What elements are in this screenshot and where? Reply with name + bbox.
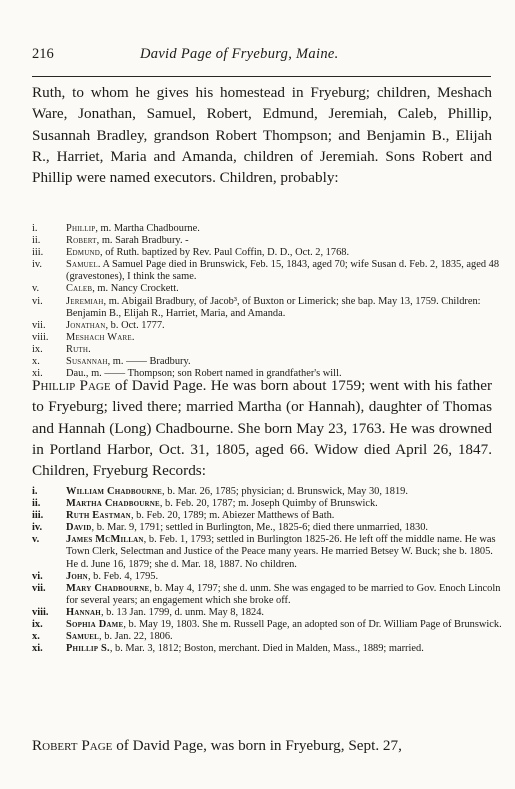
item-number: ii. bbox=[32, 235, 41, 247]
item-name: Meshach Ware bbox=[66, 331, 132, 343]
robert-lead: Robert Page bbox=[32, 737, 113, 754]
item-text: , m. Martha Chadbourne. bbox=[95, 223, 200, 234]
item-name: David bbox=[66, 522, 92, 534]
item-text: , b. Mar. 26, 1785; physician; d. Brunswick, May 30, 1819. bbox=[162, 486, 408, 497]
item-number: xi. bbox=[32, 368, 43, 380]
item-name: Martha Chadbourne bbox=[66, 498, 160, 510]
list-item bbox=[32, 296, 502, 320]
phillip-paragraph bbox=[32, 375, 492, 481]
running-title: David Page of Fryeburg, Maine. bbox=[140, 46, 339, 62]
item-number: x. bbox=[32, 631, 40, 643]
list-item bbox=[32, 344, 502, 356]
item-number: ix. bbox=[32, 343, 43, 355]
item-text: , b. 13 Jan. 1799, d. unm. May 8, 1824. bbox=[100, 606, 265, 618]
item-name: Samuel bbox=[66, 259, 98, 271]
item-text: . bbox=[88, 343, 91, 355]
robert-paragraph bbox=[32, 735, 492, 756]
item-name: Phillip S. bbox=[66, 643, 110, 655]
item-number: i. bbox=[32, 223, 38, 234]
item-text: , b. Feb. 20, 1787; m. Joseph Quimby of Brunswick. bbox=[159, 498, 378, 510]
list-item bbox=[32, 643, 502, 655]
item-text: , b. Oct. 1777. bbox=[105, 319, 165, 331]
phillip-children-list bbox=[32, 486, 502, 655]
list-item bbox=[32, 522, 502, 534]
item-number: v. bbox=[32, 534, 40, 546]
list-item bbox=[32, 486, 502, 498]
list-item bbox=[32, 223, 502, 235]
header-rule bbox=[32, 76, 491, 77]
phillip-text: of David Page. He was born about 1759; went with his father to Fryeburg; lived there; married Martha (or Hannah), daughter of Thomas and Hannah (Long) Chadbourne. She born May 23, 1763. He was drowned in Portland Harbor, Oct. 31, 1805, aged 66. Widow died April 26, 1847. Children, Fryeburg Records: bbox=[32, 377, 492, 480]
item-number: vi. bbox=[32, 295, 43, 307]
list-item bbox=[32, 356, 502, 368]
children-list bbox=[32, 223, 502, 380]
item-number: vi. bbox=[32, 570, 43, 582]
item-name: Ruth bbox=[66, 343, 89, 355]
item-text: , b. Feb. 20, 1789; m. Abiezer Matthews of Bath. bbox=[130, 510, 335, 522]
item-number: iii. bbox=[32, 510, 44, 522]
item-name: Mary Chadbourne bbox=[66, 582, 150, 594]
item-name: Caleb bbox=[66, 283, 93, 295]
item-text: , b. Feb. 1, 1793; settled in Burlington 1825-26. He left off the middle name. He was Town Clerk, Selectman and Justice of the Peace many years. He married Betsey W. Buck; she b. 1805. He d. June 16, 1879; she d. Mar. 18, 1887. No children. bbox=[66, 534, 496, 570]
item-text: , b. May 4, 1797; she d. unm. She was engaged to be married to Gov. Enoch Lincoln for several years; an engagement which she broke off. bbox=[66, 582, 501, 606]
item-name: Jeremiah bbox=[66, 295, 104, 307]
list-item bbox=[32, 534, 502, 570]
item-number: xi. bbox=[32, 643, 43, 655]
list-item bbox=[32, 607, 502, 619]
list-item bbox=[32, 571, 502, 583]
item-number: viii. bbox=[32, 331, 49, 343]
phillip-lead: Phillip Page bbox=[32, 377, 111, 394]
item-number: ix. bbox=[32, 619, 43, 631]
item-name: Edmund bbox=[66, 247, 100, 259]
item-name: John bbox=[66, 570, 88, 582]
item-text: , b. Mar. 3, 1812; Boston, merchant. Died in Malden, Mass., 1889; married. bbox=[109, 643, 424, 655]
item-text: Dau., m. —— Thompson; son Robert named in grandfather's will. bbox=[66, 368, 342, 380]
list-item bbox=[32, 320, 502, 332]
item-name: Robert bbox=[66, 235, 97, 247]
item-number: x. bbox=[32, 356, 40, 368]
list-item bbox=[32, 332, 502, 344]
item-name: Samuel bbox=[66, 631, 100, 643]
item-text: , b. Mar. 9, 1791; settled in Burlington, Me., 1825-6; died there unmarried, 1830. bbox=[91, 522, 428, 534]
list-item bbox=[32, 235, 502, 247]
list-item bbox=[32, 510, 502, 522]
item-name: Ruth Eastman bbox=[66, 510, 131, 522]
item-name: William Chadbourne bbox=[66, 486, 163, 497]
item-text: , b. Jan. 22, 1806. bbox=[99, 631, 173, 643]
item-name: James McMillan bbox=[66, 534, 144, 546]
item-text: , m. Abigail Bradbury, of Jacob³, of Buxton or Limerick; she bap. May 13, 1759. Children: Benjamin B., Elijah R., Harriet, Maria, and Amanda. bbox=[66, 295, 481, 319]
item-number: iv. bbox=[32, 522, 43, 534]
item-number: iii. bbox=[32, 247, 44, 259]
item-number: iv. bbox=[32, 259, 43, 271]
page-header bbox=[32, 46, 492, 66]
item-text: , m. Sarah Bradbury. - bbox=[96, 235, 189, 247]
item-number: vii. bbox=[32, 582, 46, 594]
item-text: , b. Feb. 4, 1795. bbox=[87, 570, 159, 582]
list-item bbox=[32, 247, 502, 259]
item-number: v. bbox=[32, 283, 40, 295]
item-name: Sophia Dame bbox=[66, 619, 124, 631]
intro-paragraph: Ruth, to whom he gives his homestead in Fryeburg; children, Meshach Ware, Jonathan, Samuel, Robert, Edmund, Jeremiah, Caleb, Phillip, Susannah Bradley, grandson Robert Thompson; and Benjamin B., Elijah R., Harriet, Maria and Amanda, children of Jeremiah. Sons Robert and Phillip were named executors. Children, probably: bbox=[32, 84, 492, 187]
list-item bbox=[32, 631, 502, 643]
item-text: . bbox=[131, 331, 135, 343]
item-text: , m. Nancy Crockett. bbox=[92, 283, 179, 295]
item-text: , of Ruth. baptized by Rev. Paul Coffin, D. D., Oct. 2, 1768. bbox=[100, 247, 350, 259]
list-item bbox=[32, 619, 502, 631]
item-name: Susannah bbox=[66, 356, 108, 368]
list-item bbox=[32, 259, 502, 283]
item-text: , m. —— Bradbury. bbox=[107, 356, 191, 368]
item-name: Hannah bbox=[66, 606, 101, 618]
page-number: 216 bbox=[32, 46, 54, 62]
item-name: Phillip bbox=[66, 223, 96, 234]
item-number: viii. bbox=[32, 606, 49, 618]
list-item bbox=[32, 283, 502, 295]
item-text: . A Samuel Page died in Brunswick, Feb. 15, 1843, aged 70; wife Susan d. Feb. 2, 1835, aged 48 (gravestones), I think the same. bbox=[66, 259, 500, 283]
item-number: ii. bbox=[32, 498, 41, 510]
item-text: , b. May 19, 1803. She m. Russell Page, an adopted son of Dr. William Page of Brunswick. bbox=[123, 619, 502, 631]
item-number: i. bbox=[32, 486, 38, 497]
item-name: Jonathan bbox=[66, 319, 106, 331]
item-number: vii. bbox=[32, 319, 46, 331]
list-item bbox=[32, 498, 502, 510]
robert-text: of David Page, was born in Fryeburg, Sept. 27, bbox=[112, 737, 402, 754]
list-item bbox=[32, 583, 502, 607]
